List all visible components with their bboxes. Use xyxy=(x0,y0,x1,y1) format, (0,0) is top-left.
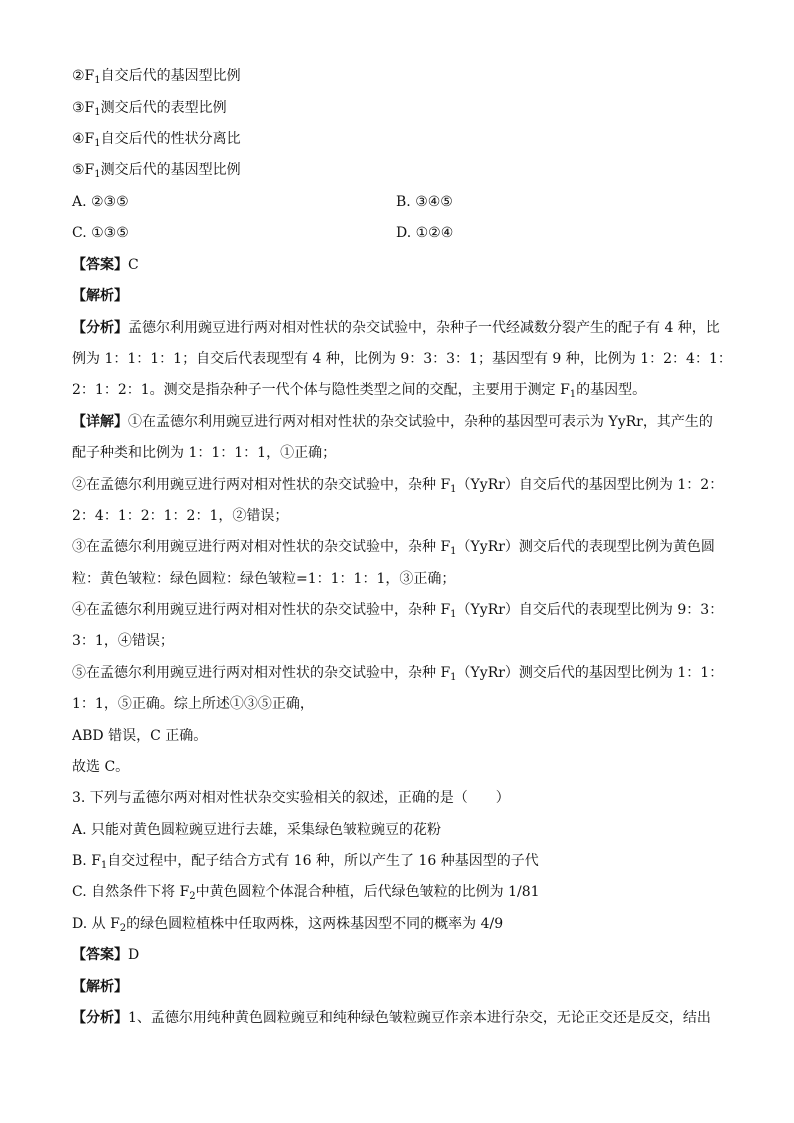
q2-xiangjie-line-3: ②在孟德尔利用豌豆进行两对相对性状的杂交试验中，杂种 $F_1(YyRr)$自交后代的基因型比例为 1：2： xyxy=(72,477,724,495)
q2-xiangjie-line-9: ⑤在孟德尔利用豌豆进行两对相对性状的杂交试验中，杂种 $F_1(YyRr)$测交后代的基因型比例为 1：1： xyxy=(72,665,724,683)
q2-fenxi-line-2: 例为 1：1：1：1；自交后代表现型有 4 种，比例为 9：3：3：1；基因型有 9 种，比例为 1：2：4：1： xyxy=(72,351,732,367)
q3-option-c: C. 自然条件下将 $F_2$中黄色圆粒个体混合种植，后代绿色皱粒的比例为 1/81 xyxy=(72,884,540,902)
q3-stem: 3. 下列与孟德尔两对相对性状杂交实验相关的叙述，正确的是（ ） xyxy=(72,790,510,806)
q2-xiangjie-line-4: 2：4：1：2：1：2：1，②错误； xyxy=(72,508,289,524)
q2-xiangjie-line-1: 【详解】①在孟德尔利用豌豆进行两对相对性状的杂交试验中，杂种的基因型可表示为 YyRr，其产生的 xyxy=(72,414,713,430)
q2-xiangjie-line-5: ③在孟德尔利用豌豆进行两对相对性状的杂交试验中，杂种 $F_1(YyRr)$测交后代的表现型比例为黄色圆 xyxy=(72,539,715,557)
statement-5: $⑤F_1$测交后代的基因型比例 xyxy=(72,162,241,180)
q2-xiangjie-line-12: 故选 C。 xyxy=(72,759,130,775)
q2-fenxi-line-3: 2：1：2：1。测交是指杂种子一代个体与隐性类型之间的交配，主要用于测定 $F_1$的基因型。 xyxy=(72,382,647,400)
q3-option-a: A. 只能对黄色圆粒豌豆进行去雄，采集绿色皱粒豌豆的花粉 xyxy=(72,822,442,838)
statement-4: $④F_1$自交后代的性状分离比 xyxy=(72,131,241,149)
q2-option-b: B. ③④⑤ xyxy=(396,194,453,210)
q2-xiangjie-line-11: ABD 错误，C 正确。 xyxy=(72,728,208,744)
answer-tag: 【答案】 xyxy=(72,257,128,273)
q2-answer: 【答案】C xyxy=(72,257,139,273)
q3-option-b: B. $F_1$自交过程中，配子结合方式有 16 种，所以产生了 16 种基因型的子代 xyxy=(72,853,539,871)
q3-analysis-heading: 【解析】 xyxy=(72,979,128,995)
q2-option-d: D. ①②④ xyxy=(396,225,454,241)
q3-answer: 【答案】D xyxy=(72,947,140,963)
q2-analysis-heading: 【解析】 xyxy=(72,288,128,304)
q2-xiangjie-line-10: 1：1，⑤正确。综上所述①③⑤正确， xyxy=(72,696,314,712)
q2-xiangjie-line-6: 粒：黄色皱粒：绿色圆粒：绿色皱粒=1：1：1：1，③正确； xyxy=(72,571,456,587)
q2-xiangjie-line-8: 3：1，④错误； xyxy=(72,633,174,649)
q2-xiangjie-line-2: 配子种类和比例为 1：1：1：1，①正确； xyxy=(72,445,337,461)
q2-option-a: A. ②③⑤ xyxy=(72,194,129,210)
q2-fenxi-line-1: 【分析】孟德尔利用豌豆进行两对相对性状的杂交试验中，杂种子一代经减数分裂产生的配子有 4 种，比 xyxy=(72,320,720,336)
q2-xiangjie-line-7: ④在孟德尔利用豌豆进行两对相对性状的杂交试验中，杂种 $F_1(YyRr)$自交后代的表现型比例为 9：3： xyxy=(72,602,724,620)
statement-2: $②F_1$自交后代的基因型比例 xyxy=(72,68,241,86)
q3-fenxi-line-1: 【分析】1、孟德尔用纯种黄色圆粒豌豆和纯种绿色皱粒豌豆作亲本进行杂交，无论正交还是反交，结出 xyxy=(72,1010,711,1026)
statement-3: $③F_1$测交后代的表型比例 xyxy=(72,100,227,118)
q2-option-c: C. ①③⑤ xyxy=(72,225,129,241)
q3-option-d: D. 从 $F_2$的绿色圆粒植株中任取两株，这两株基因型不同的概率为 4/9 xyxy=(72,916,504,934)
